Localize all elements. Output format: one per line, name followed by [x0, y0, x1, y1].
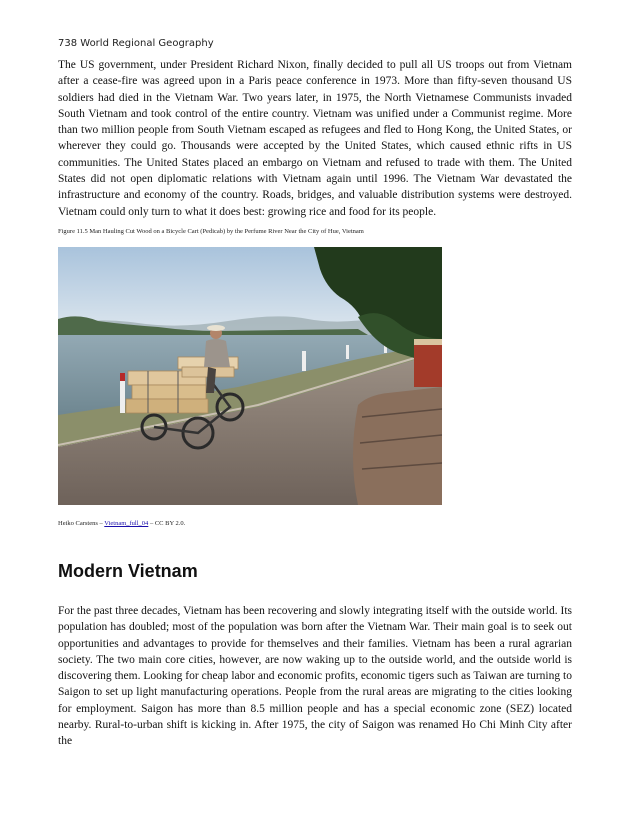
credit-author: Heiko Carstens – [58, 520, 105, 527]
section-heading: Modern Vietnam [58, 561, 198, 581]
body-paragraph-2: For the past three decades, Vietnam has been recovering and slowly integrating itself with the outside world. Its population has doubled; most of the population was born after the Vietnam War. Their main goal is to seek out opportunities and advantages to provide for themselves and their families. Vietnam has been a rural agrarian society. The two main core cities, however, are now waking up to the outside world, and the outside world is discovering them. Looking for cheap labor and economic profits, economic tigers such as Taiwan are turning to Saigon to set up light manufacturing operations. People from the rural areas are migrating to the cities looking for employment. Saigon has more than 8.5 million people and has a special economic zone (SEZ) located nearby. Rural-to-urban shift is kicking in. After 1975, the city of Saigon was renamed Ho Chi Minh City after the [58, 605, 572, 748]
running-head: 738 World Regional Geography [58, 38, 214, 49]
body-paragraph-1: The US government, under President Richard Nixon, finally decided to pull all US troops out from Vietnam after a cease-fire was agreed upon in a Paris peace conference in 1973. More than fifty-seven thousand US soldiers had died in the Vietnam War. Two years later, in 1975, the North Vietnamese Communists invaded South Vietnam and took control of the entire country. Vietnam was unified under a Communist regime. More than two million people from South Vietnam escaped as refugees and fled to Hong Kong, the United States, or wherever they could go. Thousands were accepted by the United States, which caused ethnic rifts in US communities. The United States placed an embargo on Vietnam and refused to trade with them. The United States did not open diplomatic relations with Vietnam again until 1996. The Vietnam War devastated the infrastructure and economy of the country. Roads, bridges, and valuable distribution systems were destroyed. Vietnam could only turn to what it does best: growing rice and food for its people. [58, 59, 572, 218]
figure-photo [58, 247, 442, 505]
figure-credit [58, 520, 185, 527]
credit-link[interactable]: Vietnam_full_04 [104, 520, 149, 527]
figure-caption: Figure 11.5 Man Hauling Cut Wood on a Bicycle Cart (Pedicab) by the Perfume River Near the City of Hue, Vietnam [58, 228, 364, 235]
credit-license: – CC BY 2.0. [148, 520, 186, 527]
